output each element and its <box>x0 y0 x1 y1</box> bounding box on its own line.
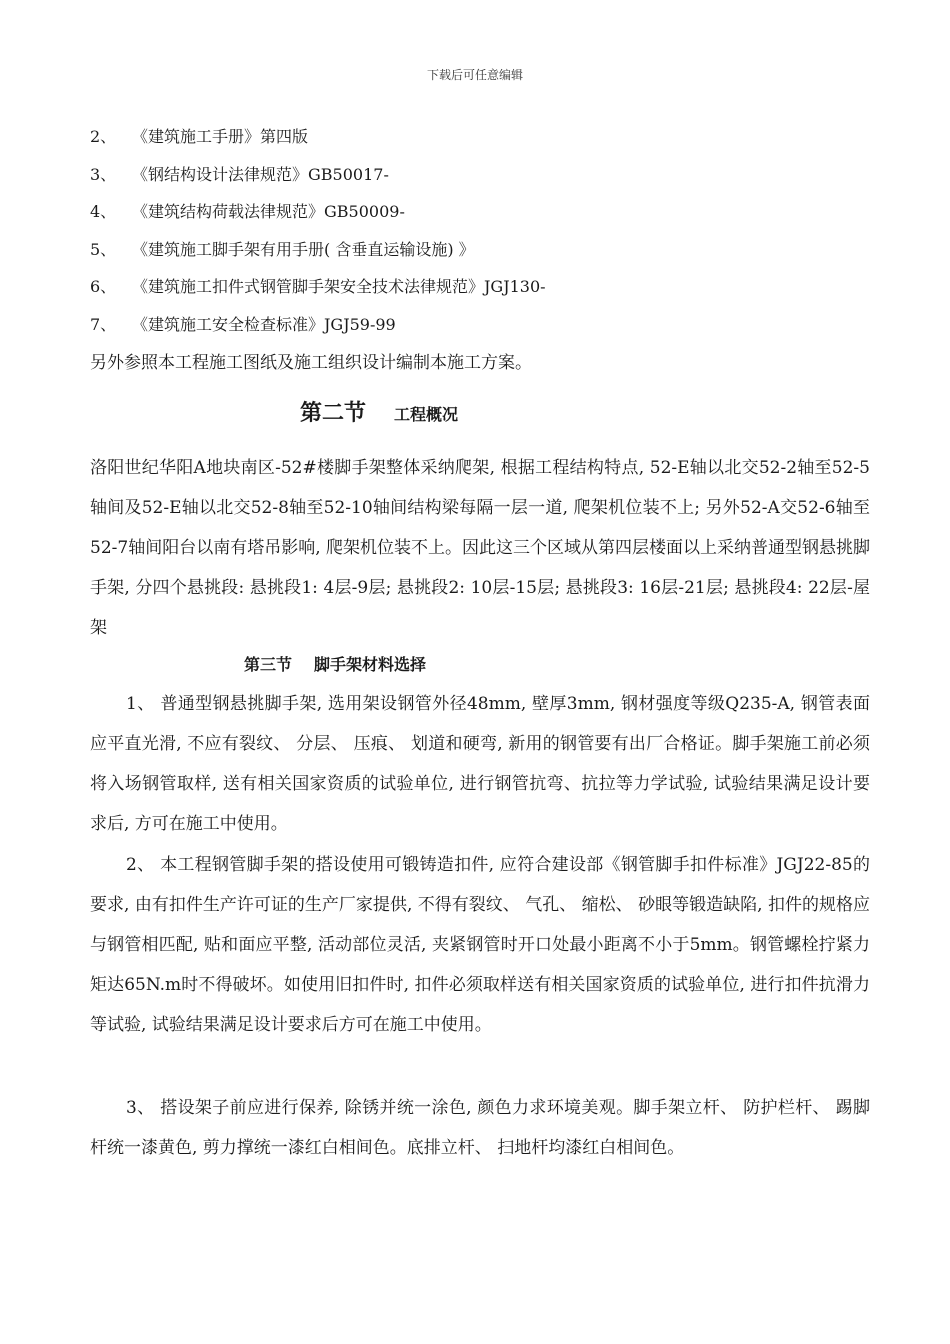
section-3-title: 脚手架材料选择 <box>314 655 427 674</box>
reference-item <box>90 124 870 162</box>
material-paragraph-3: 3、 搭设架子前应进行保养, 除锈并统一涂色, 颜色力求环境美观。脚手架立杆、 防护栏杆、 踢脚杆统一漆黄色, 剪力撑统一漆红白相间色。底排立杆、 扫地杆均漆红白相间色。 <box>90 1098 870 1158</box>
reference-text: 《钢结构设计法律规范》GB50017- <box>132 164 389 184</box>
section-2-title: 工程概况 <box>394 405 459 424</box>
section-3-heading <box>244 652 426 675</box>
reference-text: 《建筑施工手册》第四版 <box>132 127 309 146</box>
reference-item <box>90 274 870 312</box>
section-2-number: 第二节 <box>300 401 367 426</box>
page-header-note: 下载后可任意编辑 <box>426 68 523 82</box>
reference-note: 另外参照本工程施工图纸及施工组织设计编制本施工方案。 <box>90 353 532 373</box>
section-2-heading <box>300 396 458 427</box>
reference-item <box>90 312 870 350</box>
reference-number: 3、 <box>90 164 117 184</box>
reference-text: 《建筑施工安全检查标准》JGJ59-99 <box>132 314 396 334</box>
reference-item <box>90 162 870 200</box>
reference-number: 4、 <box>90 202 117 222</box>
reference-number: 7、 <box>90 314 117 334</box>
section-3-number: 第三节 <box>244 655 293 674</box>
project-overview-paragraph: 洛阳世纪华阳A地块南区-52#楼脚手架整体采纳爬架, 根据工程结构特点, 52-E轴以北交52-2轴至52-5轴间及52-E轴以北交52-8轴至52-10轴间结构梁每隔一层一道, 爬架机位装不上; 另外52-A交52-6轴至52-7轴间阳台以南有塔吊影响, 爬架机位装不上。因此这三个区域从第四层楼面以上采纳普通型钢悬挑脚手架, 分四个悬挑段: 悬挑段1: 4层-9层; 悬挑段2: 10层-15层; 悬挑段3: 16层-21层; 悬挑段4: 22层-屋架 <box>90 458 870 638</box>
material-paragraph-2: 2、 本工程钢管脚手架的搭设使用可锻铸造扣件, 应符合建设部《钢管脚手扣件标准》JGJ22-85的要求, 由有扣件生产许可证的生产厂家提供, 不得有裂纹、 气孔、 缩松、 砂眼等锻造缺陷, 扣件的规格应与钢管相匹配, 贴和面应平整, 活动部位灵活, 夹紧钢管时开口处最小距离不小于5mm。钢管螺栓拧紧力矩达65N.m时不得破坏。如使用旧扣件时, 扣件必须取样送有相关国家资质的试验单位, 进行扣件抗滑力等试验, 试验结果满足设计要求后方可在施工中使用。 <box>90 855 870 1035</box>
reference-number: 6、 <box>90 277 117 297</box>
reference-item <box>90 237 870 275</box>
material-paragraph-1: 1、 普通型钢悬挑脚手架, 选用架设钢管外径48mm, 壁厚3mm, 钢材强度等级Q235-A, 钢管表面应平直光滑, 不应有裂纹、 分层、 压痕、 划道和硬弯, 新用的钢管要有出厂合格证。脚手架施工前必须将入场钢管取样, 送有相关国家资质的试验单位, 进行钢管抗弯、抗拉等力学试验, 试验结果满足设计要求后, 方可在施工中使用。 <box>90 694 870 834</box>
reference-text: 《建筑施工扣件式钢管脚手架安全技术法律规范》JGJ130- <box>132 277 546 297</box>
reference-list <box>90 124 870 350</box>
reference-text: 《建筑结构荷载法律规范》GB50009- <box>132 202 405 222</box>
reference-number: 2、 <box>90 127 117 146</box>
reference-text: 《建筑施工脚手架有用手册( 含垂直运输设施) 》 <box>132 239 475 259</box>
reference-number: 5、 <box>90 239 117 259</box>
reference-item <box>90 199 870 237</box>
